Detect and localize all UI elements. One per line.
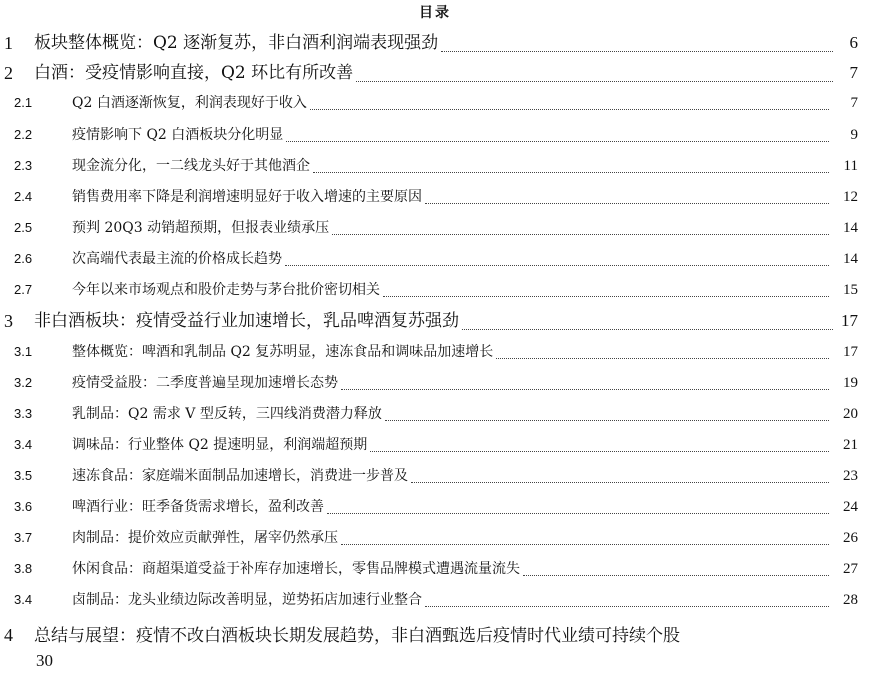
dot-leader [341, 544, 829, 545]
toc-entry-title: 卤制品：龙头业绩边际改善明显，逆势拓店加速行业整合 [72, 592, 422, 608]
dot-leader [385, 420, 829, 421]
toc-entry-title: 速冻食品：家庭端米面制品加速增长，消费进一步普及 [72, 468, 408, 484]
toc-entry-page: 14 [843, 251, 858, 267]
dot-leader [285, 265, 829, 266]
toc-entry-4[interactable] [0, 622, 870, 648]
toc-entry-3-6[interactable] [0, 496, 870, 518]
toc-entry-page[interactable]: 30 [36, 651, 53, 670]
toc-entry-number: 2 [4, 63, 13, 83]
toc-entry-1[interactable] [0, 30, 870, 56]
toc-entry-number: 2.1 [14, 95, 33, 110]
toc-entry-3-7[interactable] [0, 527, 870, 549]
dot-leader [327, 513, 829, 514]
toc-entry-page: 7 [849, 63, 858, 82]
toc-entry-title: 疫情受益股：二季度普遍呈现加速增长态势 [72, 375, 338, 391]
toc-entry-number: 3.8 [14, 561, 33, 576]
toc-entry-2-4[interactable] [0, 186, 870, 208]
toc-entry-title: 非白酒板块：疫情受益行业加速增长，乳品啤酒复苏强劲 [34, 311, 459, 331]
dot-leader [310, 109, 829, 110]
dot-leader [523, 575, 829, 576]
toc-entry-page: 6 [849, 33, 858, 52]
toc-entry-page: 23 [843, 468, 858, 484]
toc-entry-3[interactable] [0, 308, 870, 334]
toc-entry-title: 整体概览：啤酒和乳制品 Q2 复苏明显，速冻食品和调味品加速增长 [72, 344, 494, 360]
toc-entry-number: 2.3 [14, 158, 33, 173]
toc-entry-2-6[interactable] [0, 248, 870, 270]
toc-entry-3-1[interactable] [0, 341, 870, 363]
toc-entry-number: 3.4 [14, 592, 33, 607]
dot-leader [313, 172, 829, 173]
toc-entry-page: 9 [850, 127, 858, 143]
toc-entry-page: 21 [843, 437, 858, 453]
dot-leader [356, 81, 833, 82]
dot-leader [383, 296, 829, 297]
toc-entry-title: 休闲食品：商超渠道受益于补库存加速增长，零售品牌模式遭遇流量流失 [72, 561, 520, 577]
toc-entry-2-3[interactable] [0, 155, 870, 177]
toc-entry-number: 1 [4, 33, 13, 53]
toc-entry-number: 3.7 [14, 530, 33, 545]
toc-entry-title: 白酒：受疫情影响直接，Q2 环比有所改善 [34, 63, 354, 83]
toc-entry-2[interactable] [0, 60, 870, 86]
toc-entry-title: 啤酒行业：旺季备货需求增长，盈利改善 [72, 499, 324, 515]
toc-entry-3-4[interactable] [0, 434, 870, 456]
toc-entry-number: 2.5 [14, 220, 33, 235]
toc-entry-3-3[interactable] [0, 403, 870, 425]
toc-entry-title: 预判 20Q3 动销超预期，但报表业绩承压 [72, 220, 330, 236]
toc-entry-title: 总结与展望：疫情不改白酒板块长期发展趋势，非白酒甄选后疫情时代业绩可持续个股 [34, 626, 680, 646]
toc-entry-number: 3.5 [14, 468, 33, 483]
toc-entry-2-2[interactable] [0, 124, 870, 146]
toc-entry-number: 3 [4, 311, 13, 331]
toc-entry-title: 销售费用率下降是利润增速明显好于收入增速的主要原因 [72, 189, 422, 205]
toc-entry-page: 19 [843, 375, 858, 391]
toc-entry-2-5[interactable] [0, 217, 870, 239]
toc-entry-title: 板块整体概览：Q2 逐渐复苏，非白酒利润端表现强劲 [34, 33, 439, 53]
toc-entry-number: 3.3 [14, 406, 33, 421]
toc-entry-number: 3.2 [14, 375, 33, 390]
toc-entry-page: 26 [843, 530, 858, 546]
dot-leader [411, 482, 829, 483]
toc-entry-page: 27 [843, 561, 858, 577]
toc-entry-3-2[interactable] [0, 372, 870, 394]
toc-entry-3-9[interactable] [0, 589, 870, 611]
toc-entry-title: 今年以来市场观点和股价走势与茅台批价密切相关 [72, 282, 380, 298]
toc-entry-3-8[interactable] [0, 558, 870, 580]
dot-leader [332, 234, 829, 235]
dot-leader [286, 141, 829, 142]
toc-entry-title: 现金流分化，一二线龙头好于其他酒企 [72, 158, 310, 174]
toc-entry-title: Q2 白酒逐渐恢复，利润表现好于收入 [72, 95, 307, 111]
toc-entry-number: 4 [4, 625, 13, 645]
toc-entry-page: 17 [841, 311, 858, 330]
toc-entry-title: 乳制品：Q2 需求 V 型反转，三四线消费潜力释放 [72, 406, 382, 422]
toc-entry-page: 24 [843, 499, 858, 515]
toc-entry-title: 肉制品：提价效应贡献弹性，屠宰仍然承压 [72, 530, 338, 546]
toc-entry-number: 2.7 [14, 282, 33, 297]
toc-entry-number: 3.6 [14, 499, 33, 514]
toc-entry-number: 3.1 [14, 344, 33, 359]
toc-entry-page: 7 [850, 95, 858, 111]
toc-entry-title: 调味品：行业整体 Q2 提速明显，利润端超预期 [72, 437, 368, 453]
dot-leader [496, 358, 829, 359]
toc-entry-page: 20 [843, 406, 858, 422]
dot-leader [462, 329, 833, 330]
dot-leader [441, 51, 833, 52]
toc-entry-title: 疫情影响下 Q2 白酒板块分化明显 [72, 127, 284, 143]
toc-entry-page: 28 [843, 592, 858, 608]
toc-entry-page: 14 [843, 220, 858, 236]
dot-leader [370, 451, 829, 452]
toc-entry-page: 15 [843, 282, 858, 298]
toc-entry-number: 2.2 [14, 127, 33, 142]
dot-leader [425, 203, 829, 204]
toc-entry-page: 12 [843, 189, 858, 205]
toc-entry-number: 3.4 [14, 437, 33, 452]
toc-entry-title: 次高端代表最主流的价格成长趋势 [72, 251, 282, 267]
toc-entry-number: 2.6 [14, 251, 33, 266]
toc-entry-2-7[interactable] [0, 279, 870, 301]
toc-entry-3-5[interactable] [0, 465, 870, 487]
dot-leader [425, 606, 829, 607]
dot-leader [341, 389, 829, 390]
toc-entry-page: 11 [843, 158, 858, 174]
toc-title: 目录 [419, 5, 451, 21]
toc-entry-number: 2.4 [14, 189, 33, 204]
toc-entry-page: 17 [843, 344, 858, 360]
toc-entry-2-1[interactable] [0, 92, 870, 114]
